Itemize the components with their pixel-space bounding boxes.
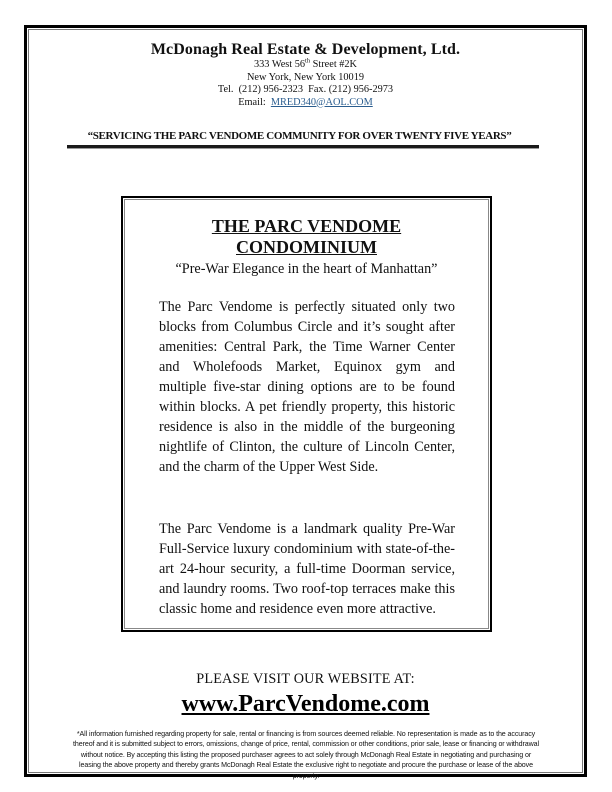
page-border	[24, 25, 587, 780]
street-address-number: 333 West 56	[253, 59, 306, 70]
feature-title-line2: CONDOMINIUM	[236, 237, 377, 257]
street-address-rest: Street #2K	[310, 59, 357, 70]
feature-paragraph-location: The Parc Vendome is perfectly situated only two blocks from Columbus Circle and it’s sought after amenities: Central Park, the Time Warner Center and Wholefoods Market, Equinox gym and multiple five-star dining options are to be found within blocks. A pet friendly property, this historic residence is also in the middle of the burgeoning nightlife of Clinton, the culture of Lincoln Center, and the charm of the Upper West Side.	[159, 299, 455, 475]
feature-box	[121, 196, 492, 632]
city-line: New York, New York 10019	[247, 71, 364, 83]
letterhead	[27, 40, 584, 109]
feature-paragraph-amenities: The Parc Vendome is a landmark quality Pre-War Full-Service luxury condominium with state-of-the-art 24-hour security, a full-time Doorman service, and laundry rooms. Two roof-top terraces make this classic home and residence even more attractive.	[159, 521, 455, 617]
feature-title	[123, 216, 490, 258]
feature-subtitle: “Pre-War Elegance in the heart of Manhattan”	[175, 261, 438, 277]
slogan-divider	[67, 145, 539, 149]
company-name: McDonagh Real Estate & Development, Ltd.	[150, 41, 461, 58]
website-label: PLEASE VISIT OUR WEBSITE AT:	[196, 671, 415, 687]
feature-title-line1: THE PARC VENDOME	[211, 216, 402, 236]
ordinal-suffix: th	[305, 57, 311, 65]
email-link[interactable]: MRED340@AOL.COM	[270, 96, 373, 108]
legal-disclaimer: *All information furnished regarding property for sale, rental or financing is from sources deemed reliable. No representation is made as to the accuracy thereof and it is submitted subject to errors, omissions, change of price, rental, commission or other conditions, prior sale, lease or financing or withdrawal without notice. By accepting this listing the proposed purchaser agrees to act solely through McDonagh Real Estate in negotiating and purchasing or leasing the above property and thereby grants McDonagh Real Estate the exclusive right to negotiate and procure the purchase or lease of the above property.	[73, 730, 539, 780]
slogan: “SERVICING THE PARC VENDOME COMMUNITY FOR OVER TWENTY FIVE YEARS”	[87, 130, 512, 142]
website-link[interactable]: www.ParcVendome.com	[181, 691, 430, 717]
email-label: Email:	[238, 96, 271, 108]
phone-fax-line: Tel. (212) 956-2323 Fax. (212) 956-2973	[217, 84, 394, 95]
email-line	[27, 97, 584, 110]
street-address	[27, 59, 584, 72]
